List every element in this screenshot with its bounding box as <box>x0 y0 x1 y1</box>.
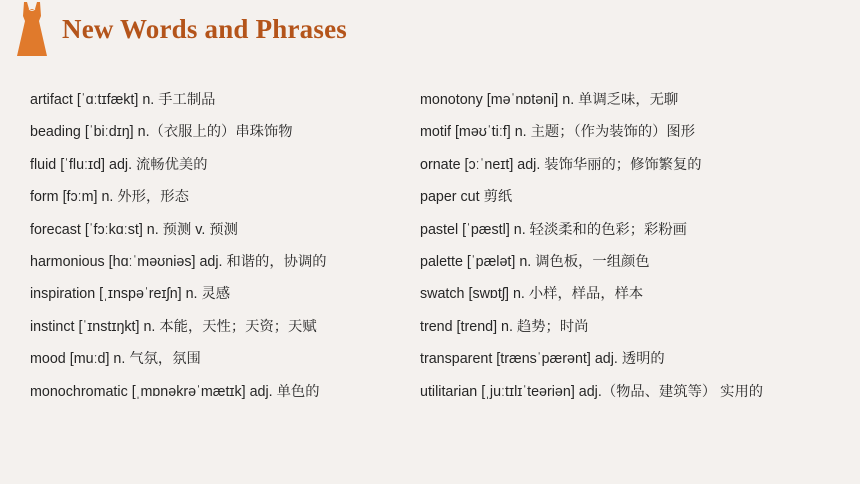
vocab-entry: fluid [ˈfluːɪd] adj. 流畅优美的 <box>30 156 208 173</box>
vocab-entry: instinct [ˈɪnstɪŋkt] n. 本能，天性；天资；天赋 <box>30 318 317 335</box>
vocab-entry: form [fɔːm] n. 外形，形态 <box>30 189 189 206</box>
vocab-entry: motif [məʊˈtiːf] n. 主题；（作为装饰的）图形 <box>420 124 696 141</box>
vocab-entry: inspiration [ˌɪnspəˈreɪʃn] n. 灵感 <box>30 286 231 303</box>
dress-icon <box>14 2 50 58</box>
vocab-entry: transparent [trænsˈpærənt] adj. 透明的 <box>420 351 665 368</box>
vocab-column-left <box>30 84 410 408</box>
vocab-entry: monotony [məˈnɒtəni] n. 单调乏味，无聊 <box>420 92 679 108</box>
vocab-column-right <box>420 84 850 408</box>
vocab-entry: pastel [ˈpæstl] n. 轻淡柔和的色彩；彩粉画 <box>420 221 687 238</box>
vocab-entry: ornate [ɔːˈneɪt] adj. 装饰华丽的；修饰繁复的 <box>420 156 702 173</box>
page-title: New Words and Phrases <box>62 14 347 44</box>
vocab-entry: swatch [swɒtʃ] n. 小样，样品，样本 <box>420 286 644 303</box>
vocab-entry: monochromatic [ˌmɒnəkrəˈmætɪk] adj. 单色的 <box>30 383 320 400</box>
vocab-entry: beading [ˈbiːdɪŋ] n.（衣服上的）串珠饰物 <box>30 124 293 141</box>
vocab-entry: paper cut 剪纸 <box>420 189 513 206</box>
vocab-entry: artifact [ˈɑːtɪfækt] n. 手工制品 <box>30 92 216 108</box>
vocab-entry: forecast [ˈfɔːkɑːst] n. 预测 v. 预测 <box>30 221 238 238</box>
vocab-entry: utilitarian [ˌjuːtɪlɪˈteəriən] adj.（物品、建筑等） 实用的 <box>420 383 764 400</box>
vocab-entry: palette [ˈpælət] n. 调色板，一组颜色 <box>420 253 650 270</box>
vocab-entry: harmonious [hɑːˈməʊniəs] adj. 和谐的，协调的 <box>30 253 327 270</box>
vocab-entry: mood [muːd] n. 气氛，氛围 <box>30 351 201 368</box>
vocab-entry: trend [trend] n. 趋势；时尚 <box>420 318 589 335</box>
